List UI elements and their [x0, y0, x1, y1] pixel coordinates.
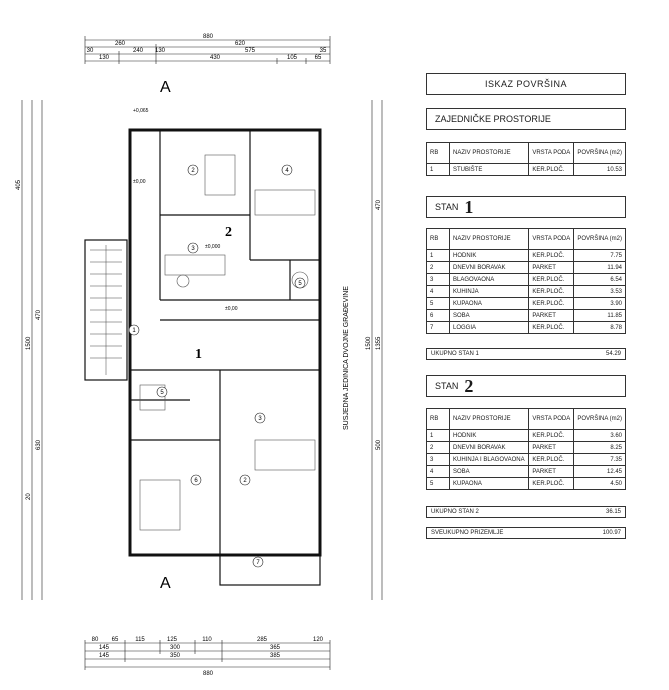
- dim-bottom: 110: [202, 637, 212, 643]
- dim-top: 260: [114, 41, 126, 47]
- level-mark: ±0,000: [205, 244, 221, 250]
- dim-top: 30: [86, 48, 94, 54]
- dim-top: 620: [234, 41, 246, 47]
- table-row: 2 DNEVNI BORAVAK PARKET 8.25: [427, 442, 626, 454]
- room-marker: 1: [132, 328, 136, 334]
- dim-bottom: 285: [256, 637, 268, 643]
- apt-1-label: 1: [195, 347, 202, 362]
- table-row: 1 HODNIK KER.PLOČ. 3.60: [427, 430, 626, 442]
- common-section-title: ZAJEDNIČKE PROSTORIJE: [426, 108, 626, 130]
- dim-right: 470: [376, 199, 382, 210]
- table-row: 2 DNEVNI BORAVAK PARKET 11.94: [427, 262, 626, 274]
- stan-1-total: UKUPNO STAN 1 54.29: [426, 348, 626, 360]
- dim-bottom: 120: [312, 637, 324, 643]
- table-row: 1 STUBIŠTE KER.PLOČ. 10.53: [427, 164, 626, 176]
- stan-1-table: RB NAZIV PROSTORIJE VRSTA PODA POVRŠINA (m2) 1 HODNIK KER.PLOČ. 7.75 2 DNEVNI BORAVAK PARKET 11.94 3 BLAGOVAONA KER.PLOČ. 6.54 4 KUHINJA KER.PLOČ. 3.53 5 KUPAONA KER.PLOČ. 3.90 6 SOBA PARKET 11.85 7 LOGGIA KER.PLOČ. 8.78: [426, 228, 626, 334]
- room-marker: 4: [285, 168, 289, 174]
- dim-top: 105: [286, 55, 298, 61]
- table-row: 4 KUHINJA KER.PLOČ. 3.53: [427, 286, 626, 298]
- dim-bottom: 145: [98, 653, 110, 659]
- table-row: 6 SOBA PARKET 11.85: [427, 310, 626, 322]
- dim-left: 470: [36, 309, 42, 320]
- table-row: 7 LOGGIA KER.PLOČ. 8.78: [427, 322, 626, 334]
- level-mark: ±0,00: [225, 306, 238, 312]
- room-marker: 3: [258, 416, 262, 422]
- dim-top: 130: [98, 55, 110, 61]
- table-row: 5 KUPAONA KER.PLOČ. 3.90: [427, 298, 626, 310]
- dim-right: 1500: [366, 336, 372, 350]
- table-row: 3 KUHINJA I BLAGOVAONA KER.PLOČ. 7.35: [427, 454, 626, 466]
- stan-2-total: UKUPNO STAN 2 36.15: [426, 506, 626, 518]
- dim-top: 430: [209, 55, 221, 61]
- dim-right: 1355: [376, 336, 382, 350]
- dim-left: 630: [36, 439, 42, 450]
- room-marker: 7: [256, 560, 260, 566]
- stan-1-title: STAN 1: [426, 196, 626, 218]
- stan-2-table: RB NAZIV PROSTORIJE VRSTA PODA POVRŠINA (m2) 1 HODNIK KER.PLOČ. 3.60 2 DNEVNI BORAVAK PARKET 8.25 3 KUHINJA I BLAGOVAONA KER.PLOČ. 7.35 4 SOBA PARKET 12.45 5 KUPAONA KER.PLOČ. 4.50: [426, 408, 626, 490]
- dim-top: 240: [132, 48, 144, 54]
- dim-top: 35: [319, 48, 327, 54]
- dim-top: 575: [244, 48, 256, 54]
- dim-right: 500: [376, 439, 382, 450]
- dim-bottom: 350: [169, 653, 181, 659]
- dim-bottom: 145: [98, 645, 110, 651]
- header-floor: VRSTA PODA: [529, 143, 574, 164]
- table-row: 5 KUPAONA KER.PLOČ. 4.50: [427, 478, 626, 490]
- neighbor-label: SUSJEDNA JEDINICA DVOJNE GRAĐEVINE: [343, 286, 350, 430]
- dim-bottom: 300: [169, 645, 181, 651]
- header-area: POVRŠINA (m2): [574, 143, 626, 164]
- common-rooms-table: [426, 142, 626, 176]
- section-marker-bottom: A: [160, 575, 171, 592]
- dim-bottom: 80: [91, 637, 99, 643]
- room-marker: 5: [298, 281, 302, 287]
- dim-bottom: 385: [269, 653, 281, 659]
- room-marker: 3: [191, 246, 195, 252]
- table-row: 3 BLAGOVAONA KER.PLOČ. 6.54: [427, 274, 626, 286]
- dim-bottom: 365: [269, 645, 281, 651]
- dim-left: 1500: [26, 336, 32, 350]
- dim-left: 405: [16, 179, 22, 190]
- room-marker: 5: [160, 390, 164, 396]
- grand-total: SVEUKUPNO PRIZEMLJE 100.97: [426, 527, 626, 539]
- dim-top: 65: [314, 55, 322, 61]
- dim-bottom-total: 880: [202, 671, 214, 677]
- dim-bottom: 115: [135, 637, 145, 643]
- section-marker-top: A: [160, 79, 171, 96]
- table-row: 4 SOBA PARKET 12.45: [427, 466, 626, 478]
- dim-top-total: 880: [202, 34, 214, 40]
- room-marker: 6: [194, 478, 198, 484]
- header-rb: RB: [427, 143, 450, 164]
- header-name: NAZIV PROSTORIJE: [450, 143, 529, 164]
- dim-left: 20: [26, 493, 32, 500]
- level-mark: +0,065: [133, 108, 149, 114]
- dim-top: 130: [154, 48, 166, 54]
- area-table-title: ISKAZ POVRŠINA: [426, 73, 626, 95]
- room-marker: 2: [243, 478, 247, 484]
- room-marker: 2: [191, 168, 195, 174]
- apt-2-label: 2: [225, 225, 232, 240]
- level-mark: ±0,00: [133, 179, 146, 185]
- table-row: 1 HODNIK KER.PLOČ. 7.75: [427, 250, 626, 262]
- dim-bottom: 125: [166, 637, 178, 643]
- dim-bottom: 65: [111, 637, 119, 643]
- stan-2-title: STAN 2: [426, 375, 626, 397]
